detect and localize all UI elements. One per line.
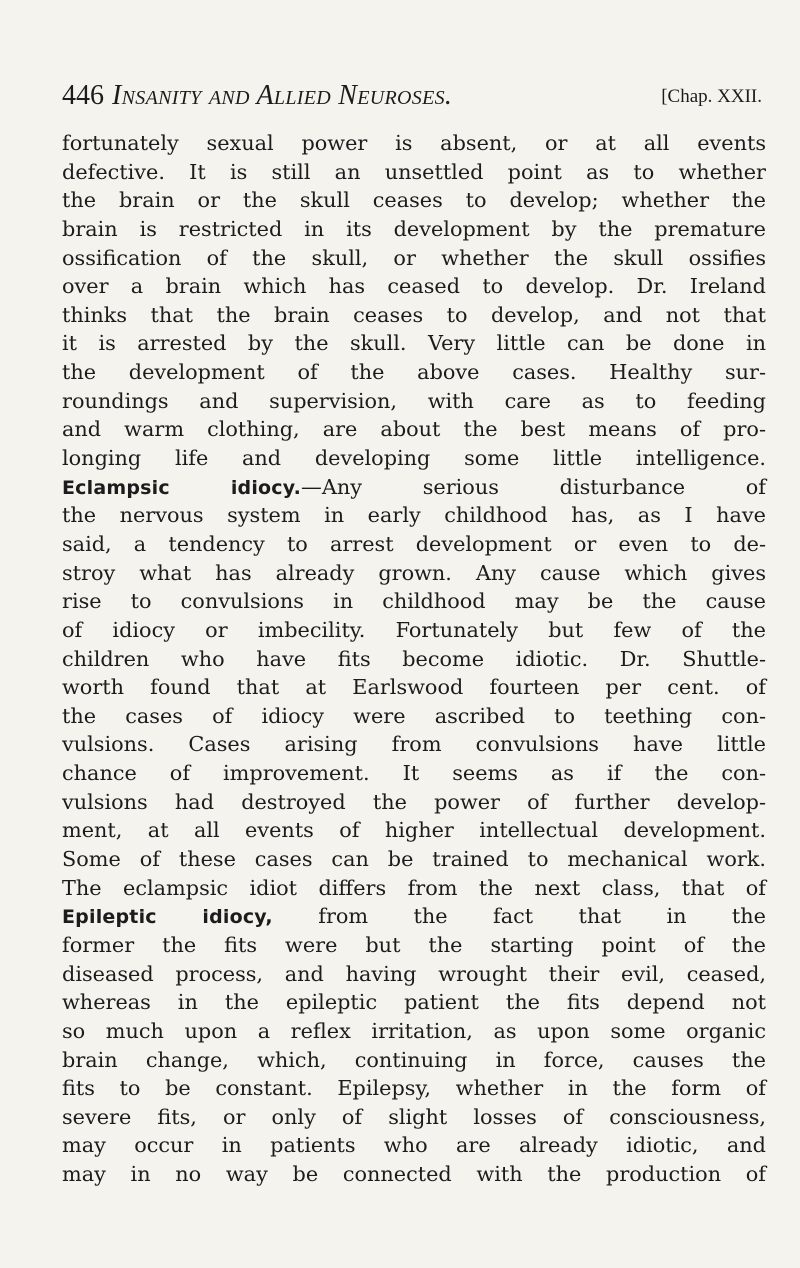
text-line <box>62 587 766 616</box>
text-line <box>62 788 766 817</box>
line-text: stroy what has already grown. Any cause which gives <box>62 560 766 585</box>
line-text: fits to be constant. Epilepsy, whether in the form of <box>62 1076 766 1101</box>
line-text: over a brain which has ceased to develop. Dr. Ireland <box>62 274 766 299</box>
text-line <box>62 616 766 645</box>
line-text: brain is restricted in its development by the premature <box>62 216 766 241</box>
text-line <box>62 530 766 559</box>
text-line <box>62 759 766 788</box>
line-text: fortunately sexual power is absent, or at all events <box>62 131 766 155</box>
line-text: longing life and developing some little intelligence. <box>62 446 766 471</box>
section-term: Eclampsic idiocy. <box>62 476 302 499</box>
line-text: of idiocy or imbecility. Fortunately but few of the <box>62 617 766 642</box>
text-line <box>62 1160 766 1189</box>
line-text: it is arrested by the skull. Very little can be done in <box>62 331 766 356</box>
chapter-reference: [Chap. XXII. <box>661 86 762 107</box>
text-line <box>62 358 766 387</box>
line-text: vulsions had destroyed the power of further develop- <box>62 789 766 814</box>
line-text: brain change, which, continuing in force, causes the <box>62 1047 766 1072</box>
line-text: the nervous system in early childhood has, as I have <box>62 503 766 528</box>
text-line <box>62 444 766 473</box>
text-line <box>62 129 766 158</box>
text-line <box>62 673 766 702</box>
running-header <box>62 78 762 114</box>
line-text: diseased process, and having wrought their evil, ceased, <box>62 961 766 986</box>
line-text: ment, at all events of higher intellectual development. <box>62 818 766 843</box>
text-line <box>62 1046 766 1075</box>
text-line <box>62 387 766 416</box>
text-line <box>62 415 766 444</box>
line-text: severe fits, or only of slight losses of consciousness, <box>62 1104 766 1129</box>
line-text: the brain or the skull ceases to develop; whether the <box>62 188 766 213</box>
text-line <box>62 902 766 931</box>
line-text: former the fits were but the starting point of the <box>62 932 766 957</box>
text-line <box>62 186 766 215</box>
running-title: Insanity and Allied Neuroses. <box>112 80 453 111</box>
text-line <box>62 329 766 358</box>
text-line <box>62 1103 766 1132</box>
line-text: the development of the above cases. Healthy sur- <box>62 360 766 385</box>
line-text: —Any serious disturbance of <box>301 474 766 499</box>
text-line <box>62 931 766 960</box>
page-number: 446 <box>62 80 104 111</box>
body-text <box>62 129 766 1189</box>
text-line <box>62 845 766 874</box>
line-text: the cases of idiocy were ascribed to teething con- <box>62 703 766 728</box>
text-line <box>62 645 766 674</box>
section-term: Epileptic idiocy, <box>62 906 273 929</box>
text-line <box>62 272 766 301</box>
line-text: The eclampsic idiot differs from the next class, that of <box>62 875 766 900</box>
line-text: roundings and supervision, with care as to feeding <box>62 388 766 413</box>
line-text: defective. It is still an unsettled point as to whether <box>62 159 766 184</box>
line-text: and warm clothing, are about the best means of pro- <box>62 417 766 442</box>
text-line <box>62 730 766 759</box>
line-text: ossification of the skull, or whether the skull ossifies <box>62 245 766 270</box>
line-text: may in no way be connected with the production of <box>62 1162 766 1187</box>
text-line <box>62 158 766 187</box>
text-line <box>62 215 766 244</box>
line-text: so much upon a reflex irritation, as upon some organic <box>62 1018 766 1043</box>
line-text: whereas in the epileptic patient the fits depend not <box>62 990 766 1015</box>
text-line <box>62 1017 766 1046</box>
line-text: thinks that the brain ceases to develop, and not that <box>62 302 766 327</box>
text-line <box>62 874 766 903</box>
text-line <box>62 1074 766 1103</box>
text-line <box>62 988 766 1017</box>
text-line <box>62 702 766 731</box>
text-line <box>62 501 766 530</box>
text-line <box>62 816 766 845</box>
line-text: children who have fits become idiotic. Dr. Shuttle- <box>62 646 766 671</box>
line-text: vulsions. Cases arising from convulsions have little <box>62 732 766 757</box>
text-line <box>62 244 766 273</box>
text-line <box>62 301 766 330</box>
line-text: worth found that at Earlswood fourteen per cent. of <box>62 675 766 700</box>
text-line <box>62 960 766 989</box>
line-text: chance of improvement. It seems as if the con- <box>62 761 766 786</box>
text-line <box>62 559 766 588</box>
text-line <box>62 1131 766 1160</box>
text-line <box>62 473 766 502</box>
line-text: from the fact that in the <box>272 904 766 929</box>
line-text: rise to convulsions in childhood may be the cause <box>62 589 766 614</box>
line-text: may occur in patients who are already idiotic, and <box>62 1133 766 1158</box>
line-text: said, a tendency to arrest development or even to de- <box>62 531 766 556</box>
line-text: Some of these cases can be trained to mechanical work. <box>62 847 766 872</box>
